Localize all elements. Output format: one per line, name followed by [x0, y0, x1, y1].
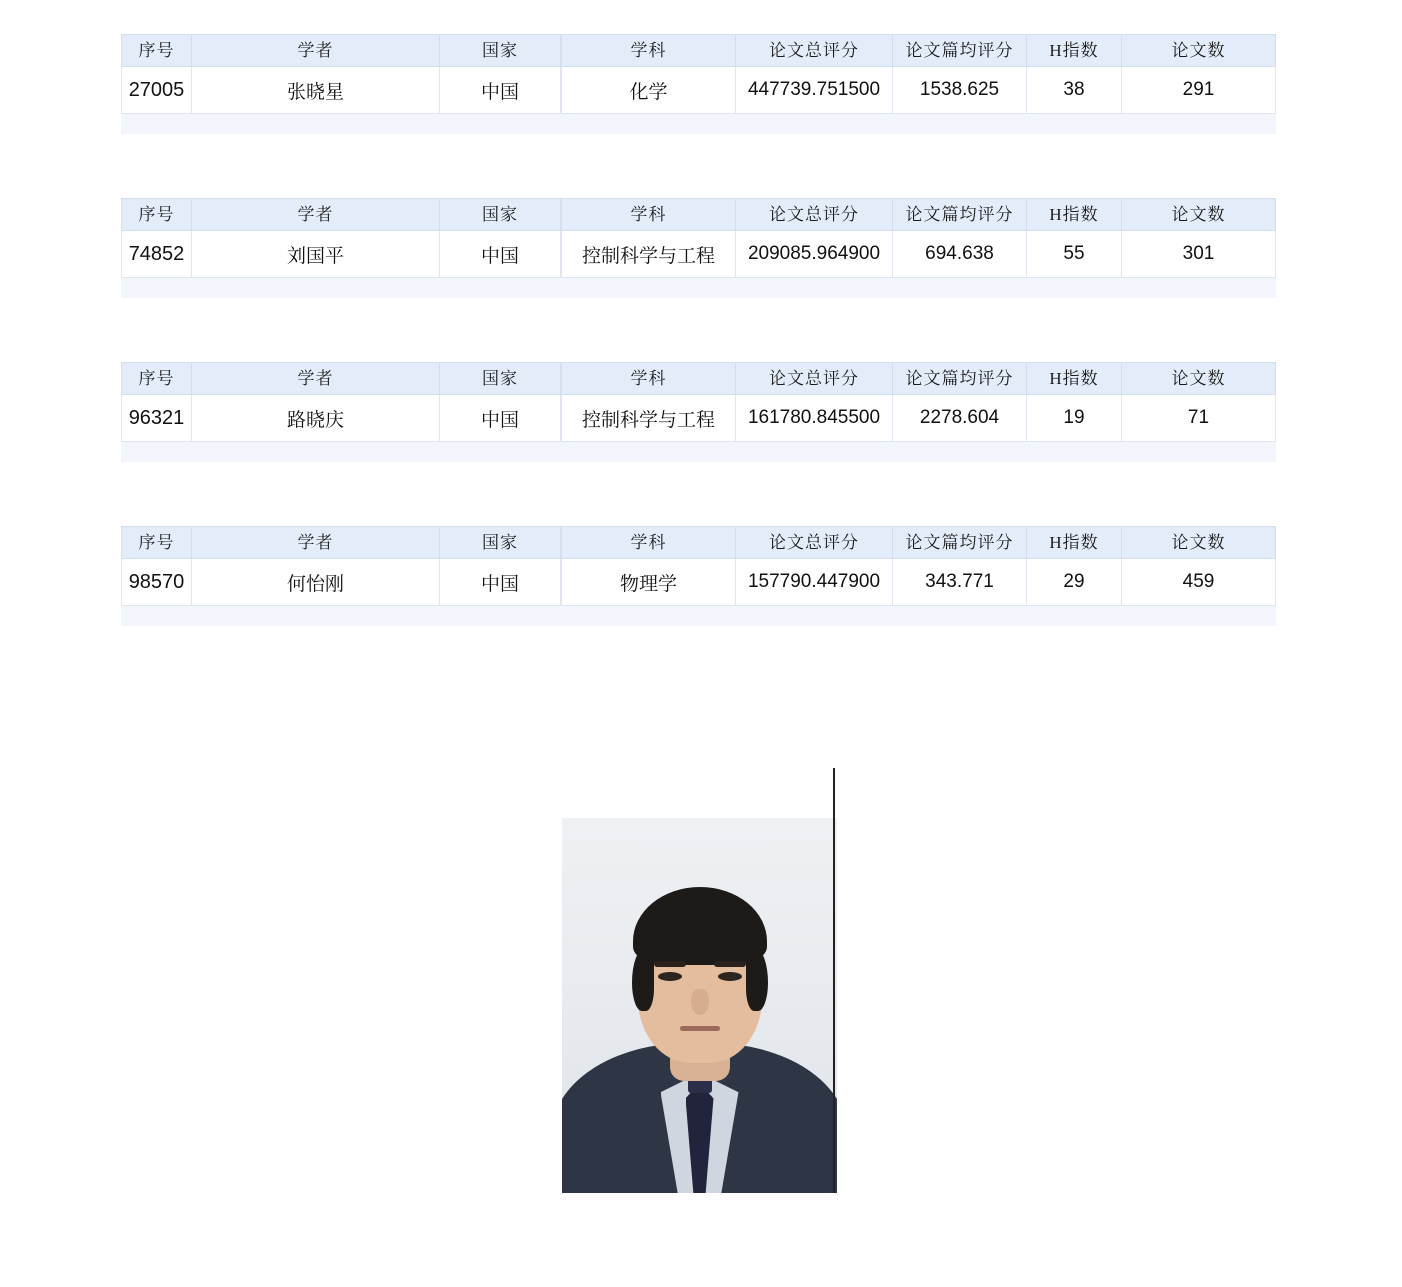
scholar-identity-table: [121, 198, 561, 278]
header-h-index: H指数: [1027, 363, 1122, 395]
table-header-row: [562, 35, 1276, 67]
cell-subject: 控制科学与工程: [562, 231, 736, 278]
table-row: [562, 395, 1276, 442]
table-header-row: [122, 35, 561, 67]
header-id: 序号: [122, 35, 192, 67]
portrait-eye-left: [658, 972, 682, 981]
header-h-index: H指数: [1027, 527, 1122, 559]
cell-paper-count: 291: [1122, 67, 1276, 114]
cell-h-index: 29: [1027, 559, 1122, 606]
table-row: [122, 395, 561, 442]
scholar-metrics-table: [561, 526, 1276, 606]
scholar-card: [121, 362, 1276, 462]
cell-avg-score: 1538.625: [893, 67, 1027, 114]
scholar-card: [121, 198, 1276, 298]
table-header-row: [122, 199, 561, 231]
cell-total-score: 209085.964900: [736, 231, 893, 278]
header-total-score: 论文总评分: [736, 35, 893, 67]
vertical-divider: [833, 768, 835, 1193]
cell-scholar: 刘国平: [192, 231, 440, 278]
scholar-card: [121, 34, 1276, 134]
scholar-photo: [562, 768, 837, 1193]
header-id: 序号: [122, 527, 192, 559]
header-total-score: 论文总评分: [736, 363, 893, 395]
portrait-image: [562, 818, 837, 1193]
header-scholar: 学者: [192, 35, 440, 67]
header-avg-score: 论文篇均评分: [893, 527, 1027, 559]
scholar-card: [121, 526, 1276, 626]
scholar-metrics-table: [561, 34, 1276, 114]
header-h-index: H指数: [1027, 35, 1122, 67]
cell-h-index: 38: [1027, 67, 1122, 114]
cell-id: 27005: [122, 67, 192, 114]
header-scholar: 学者: [192, 199, 440, 231]
portrait-hair-left: [632, 949, 654, 1011]
cell-avg-score: 2278.604: [893, 395, 1027, 442]
portrait-hair-right: [746, 949, 768, 1011]
header-id: 序号: [122, 363, 192, 395]
table-row: [562, 231, 1276, 278]
cell-paper-count: 459: [1122, 559, 1276, 606]
cell-total-score: 447739.751500: [736, 67, 893, 114]
header-id: 序号: [122, 199, 192, 231]
header-total-score: 论文总评分: [736, 199, 893, 231]
cell-avg-score: 343.771: [893, 559, 1027, 606]
scholar-identity-table: [121, 526, 561, 606]
table-header-row: [562, 527, 1276, 559]
header-country: 国家: [440, 199, 561, 231]
cell-subject: 化学: [562, 67, 736, 114]
header-avg-score: 论文篇均评分: [893, 363, 1027, 395]
header-country: 国家: [440, 35, 561, 67]
table-header-row: [562, 199, 1276, 231]
header-country: 国家: [440, 363, 561, 395]
cell-country: 中国: [440, 559, 561, 606]
cell-scholar: 路晓庆: [192, 395, 440, 442]
header-avg-score: 论文篇均评分: [893, 199, 1027, 231]
table-row: [122, 231, 561, 278]
header-paper-count: 论文数: [1122, 35, 1276, 67]
cell-subject: 物理学: [562, 559, 736, 606]
scholar-card-inner: [121, 198, 1276, 278]
cell-scholar: 张晓星: [192, 67, 440, 114]
header-subject: 学科: [562, 363, 736, 395]
portrait-eyebrow-right: [714, 961, 746, 967]
scholar-metrics-table: [561, 362, 1276, 442]
cell-country: 中国: [440, 67, 561, 114]
cell-id: 98570: [122, 559, 192, 606]
scholar-card-inner: [121, 526, 1276, 606]
scholar-card-inner: [121, 34, 1276, 114]
cell-total-score: 157790.447900: [736, 559, 893, 606]
cell-total-score: 161780.845500: [736, 395, 893, 442]
table-header-row: [122, 363, 561, 395]
header-scholar: 学者: [192, 363, 440, 395]
table-row: [122, 67, 561, 114]
cell-id: 74852: [122, 231, 192, 278]
header-subject: 学科: [562, 35, 736, 67]
scholar-identity-table: [121, 34, 561, 114]
cell-scholar: 何怡刚: [192, 559, 440, 606]
cell-id: 96321: [122, 395, 192, 442]
cell-country: 中国: [440, 395, 561, 442]
scholar-card-inner: [121, 362, 1276, 442]
header-h-index: H指数: [1027, 199, 1122, 231]
cell-avg-score: 694.638: [893, 231, 1027, 278]
portrait-mouth: [680, 1026, 720, 1031]
cell-h-index: 55: [1027, 231, 1122, 278]
cell-paper-count: 71: [1122, 395, 1276, 442]
table-row: [562, 67, 1276, 114]
table-header-row: [122, 527, 561, 559]
portrait-eyebrow-left: [654, 961, 686, 967]
cell-paper-count: 301: [1122, 231, 1276, 278]
cell-h-index: 19: [1027, 395, 1122, 442]
table-header-row: [562, 363, 1276, 395]
table-row: [122, 559, 561, 606]
header-paper-count: 论文数: [1122, 199, 1276, 231]
header-paper-count: 论文数: [1122, 527, 1276, 559]
portrait-eye-right: [718, 972, 742, 981]
header-subject: 学科: [562, 199, 736, 231]
header-country: 国家: [440, 527, 561, 559]
scholar-metrics-table: [561, 198, 1276, 278]
cell-subject: 控制科学与工程: [562, 395, 736, 442]
header-avg-score: 论文篇均评分: [893, 35, 1027, 67]
cell-country: 中国: [440, 231, 561, 278]
portrait-nose: [691, 989, 709, 1015]
header-total-score: 论文总评分: [736, 527, 893, 559]
header-scholar: 学者: [192, 527, 440, 559]
header-subject: 学科: [562, 527, 736, 559]
scholar-identity-table: [121, 362, 561, 442]
table-row: [562, 559, 1276, 606]
header-paper-count: 论文数: [1122, 363, 1276, 395]
